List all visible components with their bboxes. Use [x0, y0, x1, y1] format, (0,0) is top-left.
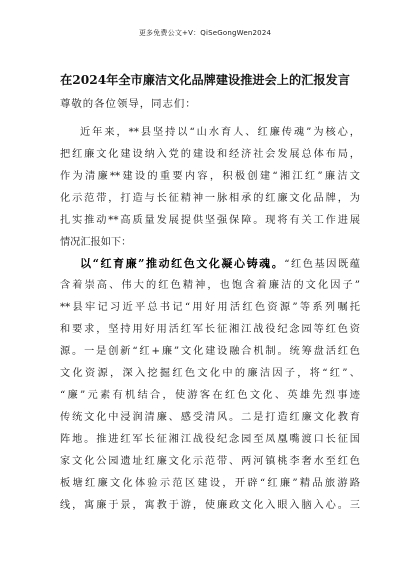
section-heading: 以“红育廉”推动红色文化凝心铸魂。: [80, 257, 285, 270]
document-title: 在2024年全市廉洁文化品牌建设推进会上的汇报发言: [60, 73, 350, 87]
salutation: 尊敬的各位领导，同志们：: [60, 98, 197, 110]
paragraph-line: 文化资源，深入挖掘红色文化中的廉洁因子，将“红”、: [60, 368, 360, 379]
paragraph-line: **县牢记习近平总书记“用好用活红色资源”等系列嘱托: [60, 302, 360, 313]
paragraph-line: 阵地。推进红军长征湘江战役纪念园至凤凰嘴渡口长征国: [60, 434, 360, 445]
paragraph-line: 源。一是创新“红+廉”文化建设融合机制。统筹盘活红色: [60, 346, 360, 357]
paragraph-red-culture: [60, 253, 360, 517]
paragraph-line: 含着崇高、伟大的红色精神，也饱含着廉洁的文化因子”: [60, 280, 360, 291]
header-note: 更多免费公文+V：QiSeGongWen2024: [138, 29, 272, 37]
paragraph-line-rest: “红色基因既蕴: [284, 259, 360, 270]
paragraph-line: 化示范带，打造与长征精神一脉相承的红廉文化品牌，为: [60, 193, 360, 204]
paragraph-line: 家文化公园遗址红廉文化示范带、两河镇桃李奢水至红色: [60, 456, 360, 467]
paragraph-line: 和要求，坚持用好用活红军长征湘江战役纪念园等红色资: [60, 324, 360, 335]
paragraph-line: 板塘红廉文化体验示范区建设，开辟“红廉”精品旅游路: [60, 478, 360, 489]
paragraph-line: 线，寓廉于景，寓教于游，使廉政文化入眼入脑入心。三: [60, 500, 360, 511]
paragraph-first-line: [60, 253, 360, 275]
paragraph-intro: [60, 122, 360, 254]
paragraph-line: 传统文化中浸润清廉、感受清风。二是打造红廉文化教育: [60, 412, 360, 423]
paragraph-line: “廉”元素有机结合，使游客在红色文化、英雄先烈事迹: [60, 390, 360, 401]
paragraph-line: 把红廉文化建设纳入党的建设和经济社会发展总体布局，: [60, 149, 360, 160]
paragraph-line: 近年来，**县坚持以“山水育人、红廉传魂”为核心，: [80, 127, 360, 138]
paragraph-line: 作为清廉**建设的重要内容，积极创建“湘江红”廉洁文: [60, 171, 360, 182]
paragraph-line: 扎实推动**高质量发展提供坚强保障。现将有关工作进展: [60, 215, 360, 226]
paragraph-line: 情况汇报如下：: [60, 237, 132, 248]
